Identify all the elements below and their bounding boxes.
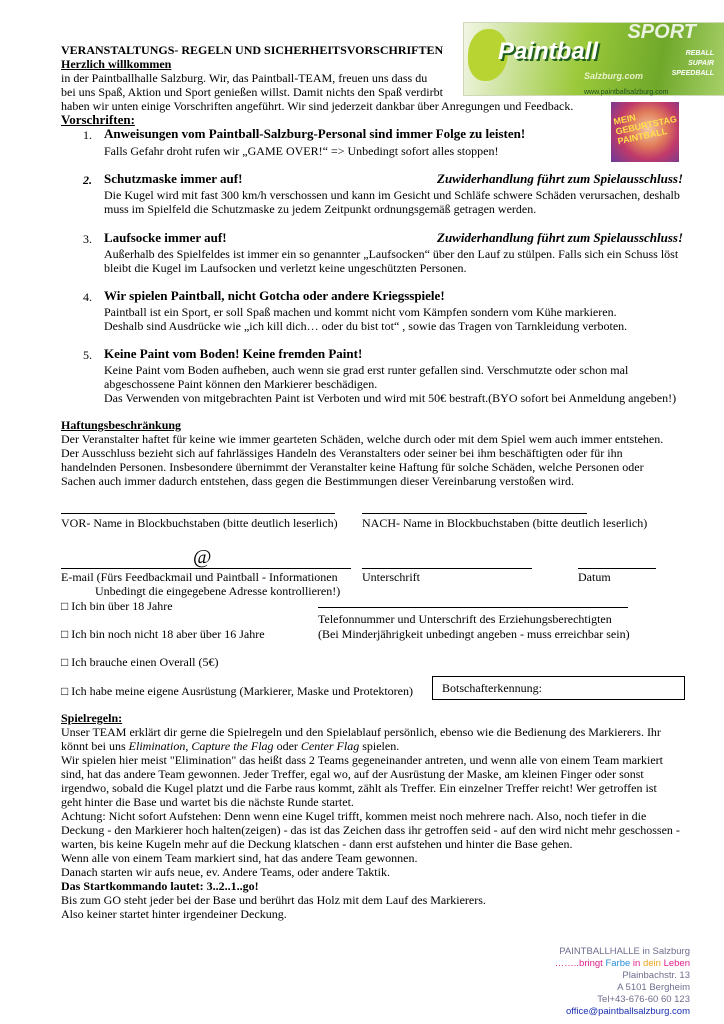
rule-text: Deshalb sind Ausdrücke wie „ich kill dich… oder du bist tot“ , sowie das Tragen von Tarnkleidung verboten. [104,319,628,333]
over-18-checkbox[interactable]: □ Ich bin über 18 Jahre [61,599,173,613]
rule-text: Außerhalb des Spielfeldes ist immer ein so genannter „Laufsocken“ über den Lauf zu stülpen. Falls sich ein Schuss löst [104,247,679,261]
slogan-word: dein [642,958,661,969]
game-rules-line: Deckung - den Markierer hoch halten(zeigen) - das ist das Zeichen dass ihr getroffen seid - auf den wird nicht mehr geschossen - [61,823,680,837]
date-field[interactable] [578,568,656,569]
rule-title: Wir spielen Paintball, nicht Gotcha oder andere Kriegsspiele! [104,288,445,303]
guardian-label: Telefonnummer und Unterschrift des Erziehungsberechtigten [318,612,612,626]
rule-title: Keine Paint vom Boden! Keine fremden Paint! [104,346,363,361]
paintball-logo [463,22,724,96]
footer-slogan: ……..bringt Farbe in dein Leben [554,958,690,969]
rule-title: Laufsocke immer auf! [104,230,227,245]
footer-email-link[interactable]: office@paintballsalzburg.com [565,1006,690,1017]
logo-sub-text: Salzburg.com [584,71,644,81]
intro-line: bei uns Spaß, Aktion und Sport genießen willst. Damit nichts den Spaß verdirbt [61,85,443,99]
rule-text: Paintball ist ein Sport, er soll Spaß machen und kommt nicht vom Kämpfen sondern vom Kühe markieren. [104,305,617,319]
rule-number: 2. [83,173,92,187]
liability-line: Der Ausschluss bezieht sich auf fahrlässiges Handeln des Veranstalters oder seiner bei ihm beschäftigten oder für ihn [61,446,623,460]
last-name-field[interactable] [362,513,587,514]
welcome-heading: Herzlich willkommen [61,57,172,71]
signature-field[interactable] [362,568,532,569]
game-rules-line: irgendwo, sobald die Kugel platzt und die Farbe raus kommt, zählt als Treffer. Ein einzelner Treffer reicht! Wer getroffen ist [61,781,657,795]
game-rules-line: Wenn alle von einem Team markiert sind, hat das andere Team gewonnen. [61,851,418,865]
game-rules-line: Danach starten wir aufs neue, ev. Andere Teams, oder andere Taktik. [61,865,390,879]
game-rules-line: könnt bei uns Elimination, Capture the Flag oder Center Flag spielen. [61,739,400,753]
rule-title: Schutzmaske immer auf! [104,171,243,186]
logo-tag: SPEEDBALL [671,70,714,77]
first-name-label: VOR- Name in Blockbuchstaben (bitte deutlich leserlich) [61,516,338,530]
footer-phone: Tel+43-676-60 60 123 [597,994,690,1005]
game-rules-line: Wir spielen hier meist "Elimination" das heißt dass 2 Teams gegeneinander antreten, und wenn alle von einem Team markiert [61,753,664,767]
ambassador-label: Botschafterkennung: [442,681,542,695]
liability-line: Der Veranstalter haftet für keine wie immer gearteten Schäden, welche durch oder mit dem Spiel wem auch immer entstehen. [61,432,664,446]
game-mode-names: Elimination, Capture the Flag [128,739,274,753]
game-rules-line: Bis zum GO steht jeder bei der Base und berührt das Holz mit dem Lauf des Markierers. [61,893,486,907]
start-command: Das Startkommando lautet: 3..2..1..go! [61,879,259,893]
email-note: Unbedingt die eingegebene Adresse kontrollieren!) [95,584,341,598]
rule-text: bleibt die Kugel im Laufsocken und verletzt keine ungeschützten Personen. [104,261,467,275]
slogan-word: Leben [663,958,690,969]
logo-main-text: Paintball [498,38,599,65]
rule-number: 5. [83,348,92,362]
game-rules-line: Achtung: Nicht sofort Aufstehen: Denn wenn eine Kugel trifft, kommen meist noch mehrere nach. Also, noch tiefer in die [61,809,647,823]
liability-heading: Haftungsbeschränkung [61,418,182,432]
game-rules-line: Also keiner startet hinter irgendeiner Deckung. [61,907,287,921]
footer-street: Plainbachstr. 13 [622,970,690,981]
first-name-field[interactable] [61,513,335,514]
overall-checkbox[interactable]: □ Ich brauche einen Overall (5€) [61,655,219,669]
rules-heading: Vorschriften: [61,112,135,127]
ambassador-code-field[interactable] [432,676,685,700]
rule-number: 1. [83,128,92,142]
intro-line: in der Paintballhalle Salzburg. Wir, das Paintball-TEAM, freuen uns dass du [61,71,428,85]
game-rules-heading: Spielregeln: [61,711,123,725]
photo-caption: MEIN GEBURTSTAG PAINTBALL [612,112,678,147]
date-label: Datum [578,570,611,584]
intro-line: haben wir unten einige Vorschriften angeführt. Wir sind jederzeit dankbar über Anregungen und Feedback. [61,99,574,113]
slogan-word: in [632,958,641,969]
game-rules-line: Unser TEAM erklärt dir gerne die Spielregeln und den Spielablauf persönlich, ebenso wie die Bedienung des Markierers. Ihr [61,725,661,739]
guardian-field[interactable] [318,607,628,608]
logo-url: www.paintballsalzburg.com [584,89,669,96]
rule-text: Falls Gefahr droht rufen wir „GAME OVER!“ => Unbedingt sofort alles stoppen! [104,144,499,158]
page-title: VERANSTALTUNGS- REGELN UND SICHERHEITSVORSCHRIFTEN [61,43,444,57]
own-gear-checkbox[interactable]: □ Ich habe meine eigene Ausrüstung (Markierer, Maske und Protektoren) [61,684,413,698]
rule-title: Anweisungen vom Paintball-Salzburg-Personal sind immer Folge zu leisten! [104,126,526,141]
footer-company-name: PAINTBALLHALLE in Salzburg [559,946,690,957]
game-rules-line: sind, hat das andere Team gewonnen. Jeder Treffer, egal wo, auf der Ausrüstung der Maske, am kleinen Finger oder sonst [61,767,644,781]
slogan-word: Farbe [605,958,631,969]
logo-tag: REBALL [685,50,714,57]
at-sign: @ [193,546,212,568]
guardian-note: (Bei Minderjährigkeit unbedingt angeben - muss erreichbar sein) [318,627,630,641]
logo-tag: SUPAIR [688,60,714,67]
rule-text: abgeschossene Paint können den Markierer beschädigen. [104,377,378,391]
slogan-word: bringt [579,958,603,969]
footer-contact [555,946,690,1018]
game-rules-line: warten, bis keine Kugeln mehr auf die Deckung klatschen - dann erst aufstehen und hinter die Base gehen. [61,837,573,851]
birthday-photo [611,102,679,162]
game-mode-name: Center Flag [300,739,360,753]
rule-text: Die Kugel wird mit fast 300 km/h verschossen und kann im Gesicht und Schläfe schwere Schäden verursachen, deshalb [104,188,680,202]
footer-city: A 5101 Bergheim [617,982,690,993]
email-field[interactable] [61,568,351,569]
liability-line: handelnden Personen. Insbesondere übernimmt der Veranstalter keine Haftung für solche Schäden, welche Personen oder [61,460,644,474]
last-name-label: NACH- Name in Blockbuchstaben (bitte deutlich leserlich) [362,516,648,530]
rule-penalty: Zuwiderhandlung führt zum Spielausschluss! [437,171,684,186]
rule-text: Das Verwenden von mitgebrachten Paint ist Verboten und wird mit 50€ bestraft.(BYO sofort bei Anmeldung angeben!) [104,391,677,405]
under-18-checkbox[interactable]: □ Ich bin noch nicht 18 aber über 16 Jahre [61,627,265,641]
signature-label: Unterschrift [362,570,420,584]
rule-number: 4. [83,290,92,304]
rule-number: 3. [83,232,92,246]
email-label: E-mail (Fürs Feedbackmail und Paintball - Informationen [61,570,338,584]
game-rules-line: geht hinter die Base und wartet bis die nächste Runde startet. [61,795,354,809]
logo-sport-text: SPORT [627,21,696,43]
rule-text: muss im Spielfeld die Schutzmaske zu jedem Zeitpunkt ordnungsgemäß getragen werden. [104,202,537,216]
rule-penalty: Zuwiderhandlung führt zum Spielausschluss! [437,230,684,245]
liability-line: Sachen auch immer dadurch entstehen, dass gegen die Bestimmungen dieser Vereinbarung verstoßen wird. [61,474,574,488]
rule-text: Keine Paint vom Boden aufheben, auch wenn sie grad erst runter gefallen sind. Verschmutzte oder schon mal [104,363,629,377]
